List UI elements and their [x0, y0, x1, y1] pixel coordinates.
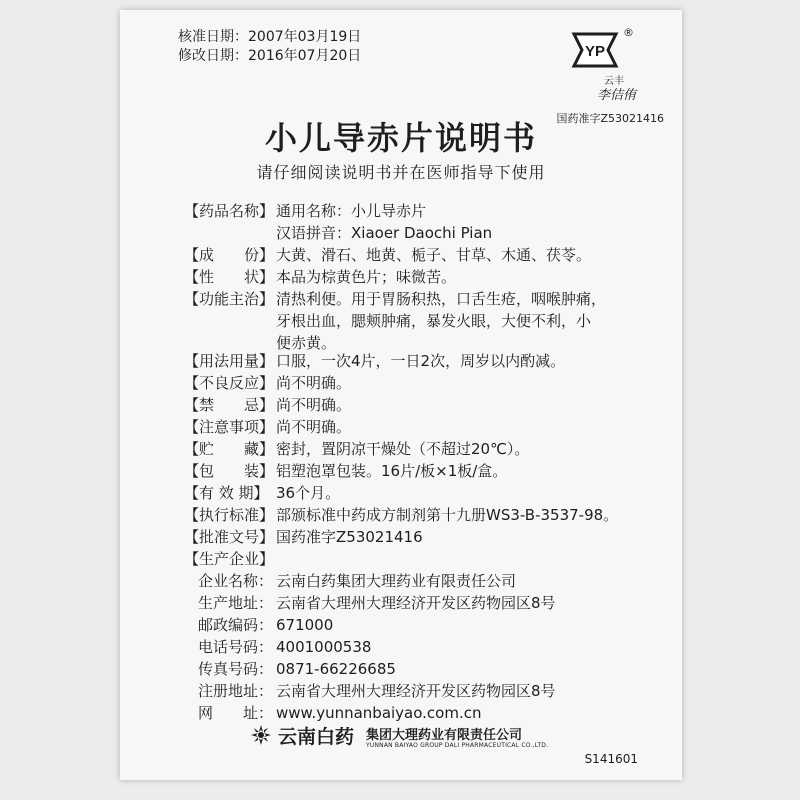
- registered-mark: ®: [623, 26, 634, 39]
- company-name: 企业名称： 云南白药集团大理药业有限责任公司: [198, 572, 517, 590]
- postal-code: 邮政编码： 671000: [198, 616, 334, 634]
- phone-number: 电话号码： 4001000538: [198, 638, 372, 656]
- leaflet-sheet: 核准日期：2007年03月19日 修改日期：2016年07月20日 YP ® 云丰 李佶侑 国药准字Z53021416 小儿导赤片说明书 请仔细阅读说明书并在医师指导下使用 【药品名称】 通用名称：小儿导赤片 汉语拼音：Xiaoer Daochi Pian 【成 份】 大黄、滑石、地黄、栀子、甘草、木通、茯苓。 【性 状】 本品为棕黄色片；味微苦。 【功能主治】 清热利便。用于胃肠积热，口舌生疮，咽喉肿痛， 牙根出血，腮颊肿痛，暴发火眼，大便不利，小 便赤黄。 【用法用量】 口服，一次4片，一日2次，周岁以内酌减。 【不良反应】 尚不明确。 【禁 忌】 尚不明确。 【注意事项】 尚不明确。 【贮 藏】 密封，置阴凉干燥处（不超过20℃）。 【包 装】 铝塑泡罩包装。16片/板×1板/盒。 【有 效 期】 36个月。 【执行标准】 部颁标准中药成方制剂第十九册WS3-B-3537-98。 【批准文号】 国药准字Z53021416 【生产企业】 企业名称： 云南白药集团大理药业有限责任公司 生产地址： 云南省大理州大理经济开发区药物园区8号 邮政编码： 671000 电话号码： 4001000538 传真号码： 0871-66226685 注册地址： 云南省大理州大理经济开发区药物园区8号 网 址： www.yunnanbaiyao.com.cn 云南白药 集团大理药业有限责任公司 YUNNAN BAIYAO GROUP DALI PHARMACEUTICAL CO.,LTD. S141601: [120, 10, 682, 780]
- approval-number-top: 国药准字Z53021416: [556, 112, 664, 125]
- footer-english-name: YUNNAN BAIYAO GROUP DALI PHARMACEUTICAL CO.,LTD.: [366, 742, 549, 749]
- footer-company-name: 集团大理药业有限责任公司: [366, 728, 523, 743]
- website: 网 址： www.yunnanbaiyao.com.cn: [198, 704, 482, 722]
- registered-address: 注册地址： 云南省大理州大理经济开发区药物园区8号: [198, 682, 556, 700]
- logo-text: 云丰: [604, 76, 624, 87]
- fax-number: 传真号码： 0871-66226685: [198, 660, 396, 678]
- brand-logo-block: [554, 26, 664, 125]
- yp-logo-icon: [568, 30, 622, 70]
- footer-company-logo: [250, 722, 580, 752]
- approval-date: 核准日期：2007年03月19日: [178, 29, 362, 45]
- logo-signature: 李佶侑: [596, 88, 636, 103]
- document-subtitle: 请仔细阅读说明书并在医师指导下使用: [256, 163, 546, 182]
- footer-brand-name: 云南白药: [278, 726, 355, 748]
- flower-emblem-icon: [250, 724, 272, 746]
- date-block: [178, 28, 361, 66]
- website-link[interactable]: www.yunnanbaiyao.com.cn: [276, 704, 482, 722]
- print-code: S141601: [584, 752, 638, 766]
- revision-date: 修改日期：2016年07月20日: [178, 48, 362, 64]
- svg-text:YP: YP: [584, 43, 606, 60]
- production-address: 生产地址： 云南省大理州大理经济开发区药物园区8号: [198, 594, 556, 612]
- document-title: 小儿导赤片说明书: [264, 119, 537, 157]
